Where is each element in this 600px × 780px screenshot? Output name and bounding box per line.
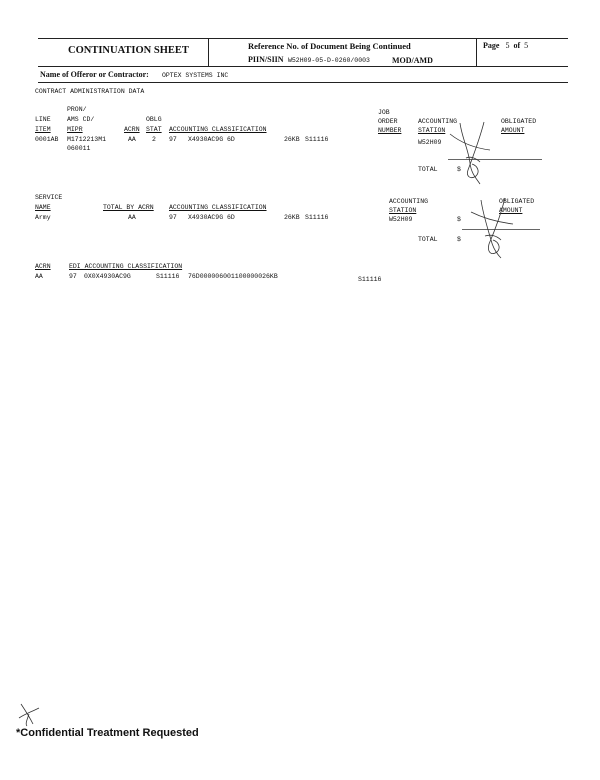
col-total-by-acrn: TOTAL BY ACRN	[103, 204, 154, 211]
cell-code-2-3: 0X0X4930AC9G	[84, 273, 131, 280]
col-line: LINE	[35, 116, 51, 123]
col-accounting-2: ACCOUNTING	[389, 198, 429, 205]
header-top-rule	[38, 38, 568, 39]
piin-label: PIIN/SIIN	[248, 55, 284, 64]
header-divider-left	[208, 38, 209, 66]
col-ams: AMS CD/	[67, 116, 95, 123]
col-amount-2: AMOUNT	[499, 207, 523, 214]
page-total: 5	[524, 41, 529, 50]
cell-station-2: W52H09	[389, 216, 413, 223]
cell-service: Army	[35, 214, 51, 221]
col-order: ORDER	[378, 118, 398, 125]
cell-code-1: 97	[169, 136, 177, 143]
col-name: NAME	[35, 204, 51, 211]
cell-mipr-2: 060011	[67, 145, 91, 152]
col-oblg: OBLG	[146, 116, 162, 123]
section-title: CONTRACT ADMINISTRATION DATA	[35, 88, 145, 95]
col-station: STATION	[418, 127, 446, 134]
cell-mipr-1: M1712213M1	[67, 136, 107, 143]
reference-label: Reference No. of Document Being Continued	[248, 41, 411, 51]
col-amount: AMOUNT	[501, 127, 525, 134]
col-job: JOB	[378, 109, 390, 116]
col-mipr: MIPR	[67, 126, 83, 133]
cell-code-2: X4930AC9G 6D	[188, 136, 235, 143]
page-counter	[483, 41, 528, 50]
total-label: TOTAL	[418, 166, 438, 173]
cell-acrn-3: AA	[35, 273, 43, 280]
col-obligated-2: OBLIGATED	[499, 198, 535, 205]
cell-code-4-3: 76D000006001100000026KB	[188, 273, 278, 280]
confidential-notice: *Confidential Treatment Requested	[16, 727, 199, 739]
offeror-value: OPTEX SYSTEMS INC	[162, 72, 229, 79]
header-bottom-rule	[38, 82, 568, 83]
offeror-label: Name of Offeror or Contractor:	[40, 70, 149, 79]
cell-station: W52H09	[418, 139, 442, 146]
cell-code-1-2: 97	[169, 214, 177, 221]
total-currency-2: $	[457, 236, 461, 243]
page-title: CONTINUATION SHEET	[68, 45, 189, 56]
row-currency-2: $	[457, 216, 461, 223]
col-accounting-classification-2: ACCOUNTING CLASSIFICATION	[169, 204, 267, 211]
cell-code-3: 26KB	[284, 136, 300, 143]
cell-code-4: S11116	[305, 136, 329, 143]
total-label-2: TOTAL	[418, 236, 438, 243]
col-stat: STAT	[146, 126, 162, 133]
col-number: NUMBER	[378, 127, 402, 134]
cell-acrn: AA	[128, 136, 136, 143]
col-accounting: ACCOUNTING	[418, 118, 458, 125]
handwritten-initial	[15, 700, 45, 730]
handwritten-mark-2	[463, 194, 523, 264]
piin-value: W52H09-05-D-0260/0003	[288, 57, 370, 64]
cell-code-1-3: 97	[69, 273, 77, 280]
cell-acrn-2: AA	[128, 214, 136, 221]
header-divider-right	[476, 38, 477, 66]
page-number: 5	[505, 41, 510, 50]
col-station-2: STATION	[389, 207, 417, 214]
cell-code-4-2: S11116	[305, 214, 329, 221]
col-acrn: ACRN	[124, 126, 140, 133]
col-obligated: OBLIGATED	[501, 118, 537, 125]
col-acrn-3: ACRN	[35, 263, 51, 270]
page-label: Page	[483, 41, 500, 50]
page-of: of	[513, 41, 521, 50]
cell-code-3-3: S11116	[156, 273, 180, 280]
col-prron: PRON/	[67, 106, 87, 113]
header-mid-rule	[38, 66, 568, 67]
col-item: ITEM	[35, 126, 51, 133]
mod-amd-label: MOD/AMD	[392, 56, 433, 65]
cell-code-3-2: 26KB	[284, 214, 300, 221]
cell-stat: 2	[152, 136, 156, 143]
cell-code-5-3: S11116	[358, 276, 382, 283]
cell-item: 0001AB	[35, 136, 59, 143]
handwritten-mark-1	[440, 118, 500, 188]
col-service: SERVICE	[35, 194, 63, 201]
total-currency: $	[457, 166, 461, 173]
col-edi-accounting: EDI ACCOUNTING CLASSIFICATION	[69, 263, 183, 270]
col-accounting-classification: ACCOUNTING CLASSIFICATION	[169, 126, 267, 133]
cell-code-2-2: X4930AC9G 6D	[188, 214, 235, 221]
